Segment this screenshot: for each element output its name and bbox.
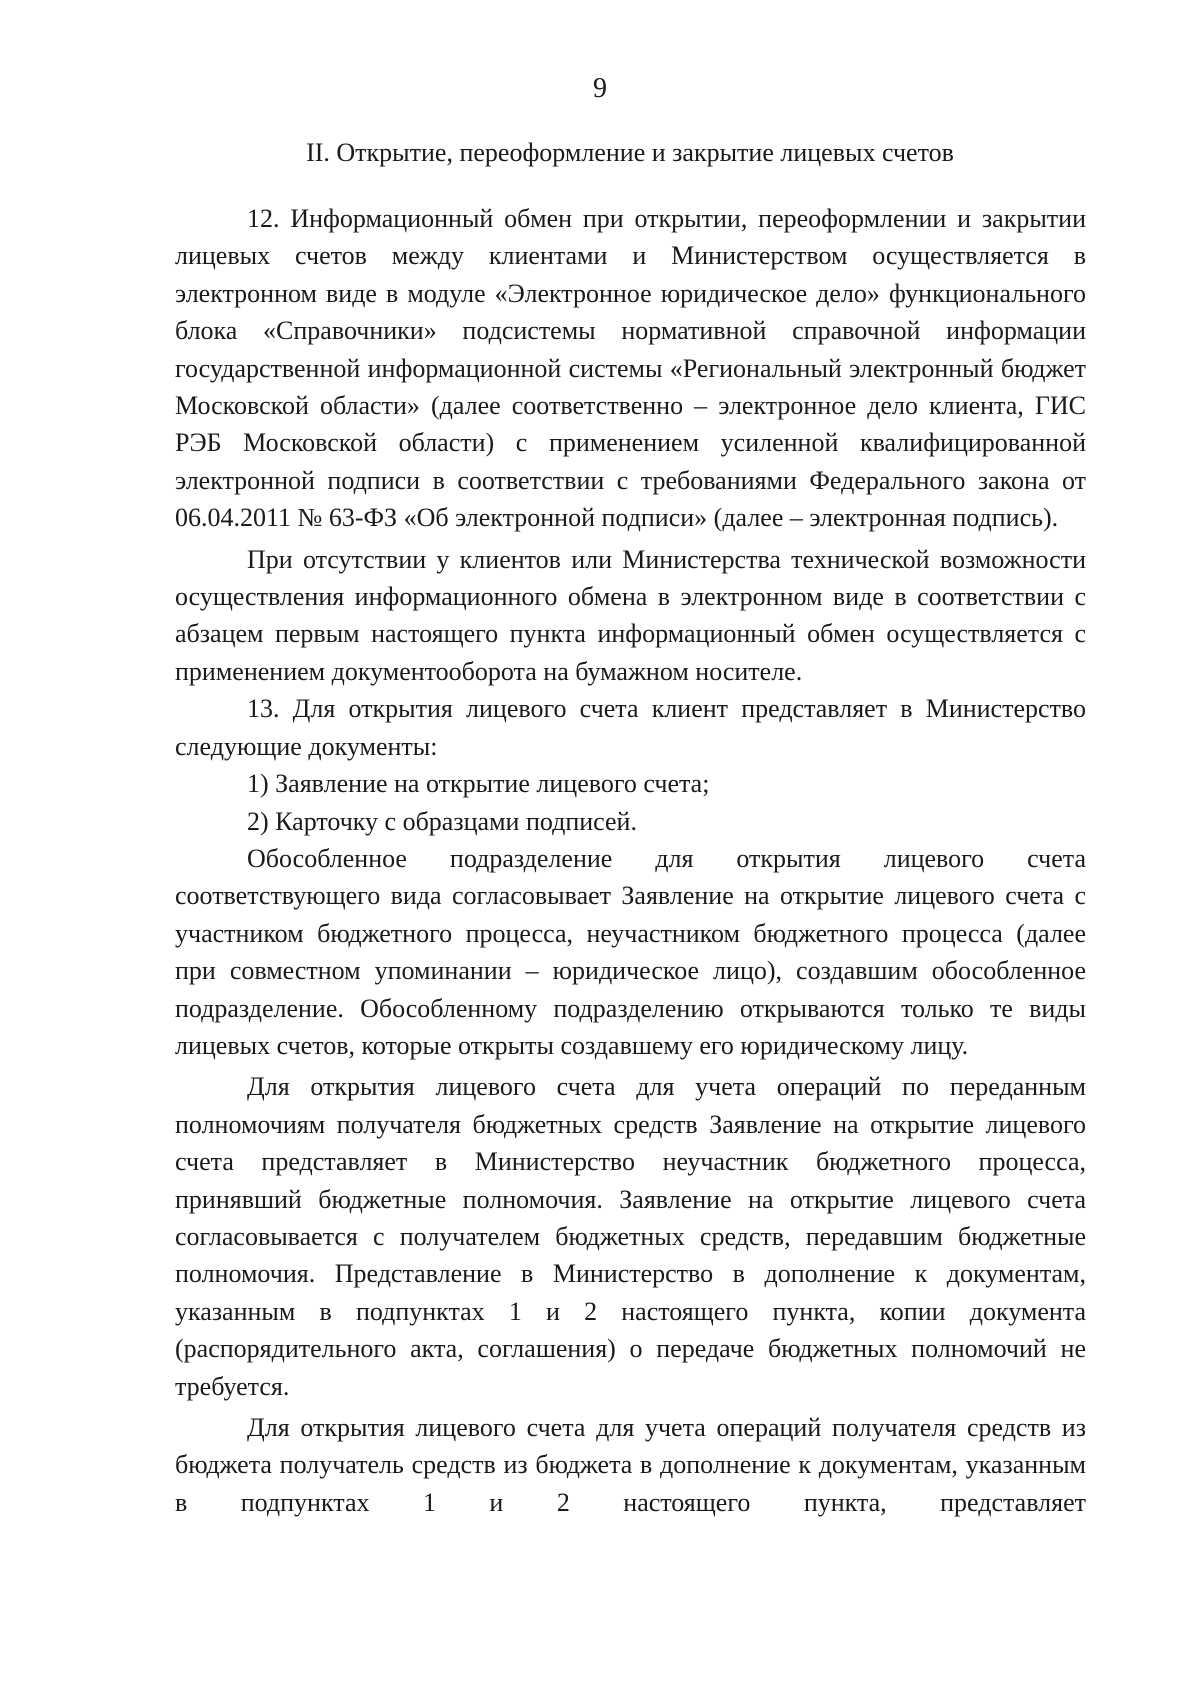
page-number: 9 xyxy=(593,73,607,104)
list-item-2: 2) Карточку с образцами подписей. xyxy=(247,806,637,836)
paragraph-13: 13. Для открытия лицевого счета клиент представляет в Министерство следующие документы: xyxy=(175,694,1086,761)
paragraph-12: 12. Информационный обмен при открытии, переоформлении и закрытии лицевых счетов между клиентами и Министерством осуществляется в электронном виде в модуле «Электронное юридическое дело» функционального блока «Справочники» подсистемы нормативной справочной информации государственной информационной системы «Региональный электронный бюджет Московской области» (далее соответственно – электронное дело клиента, ГИС РЭБ Московской области) с применением усиленной квалифицированной электронной подписи в соответствии с требованиями Федерального закона от 06.04.2011 № 63-ФЗ «Об электронной подписи» (далее – электронная подпись). xyxy=(175,204,1086,533)
paragraph-transferred-powers: Для открытия лицевого счета для учета операций по переданным полномочиям получателя бюджетных средств Заявление на открытие лицевого счета представляет в Министерство неучастник бюджетного процесса, принявший бюджетные полномочия. Заявление на открытие лицевого счета согласовывается с получателем бюджетных средств, передавшим бюджетные полномочия. Представление в Министерство в дополнение к документам, указанным в подпунктах 1 и 2 настоящего пункта, копии документа (распорядительного акта, соглашения) о передаче бюджетных полномочий не требуется. xyxy=(175,1072,1086,1401)
paragraph-budget-recipient: Для открытия лицевого счета для учета операций получателя средств из бюджета получатель средств из бюджета в дополнение к документам, указанным в подпунктах 1 и 2 настоящего пункта, представляет xyxy=(175,1413,1086,1517)
list-item-1: 1) Заявление на открытие лицевого счета; xyxy=(247,769,710,799)
paragraph-separate-division: Обособленное подразделение для открытия лицевого счета соответствующего вида согласовывает Заявление на открытие лицевого счета с участником бюджетного процесса, неучастником бюджетного процесса (далее при совместном упоминании – юридическое лицо), создавшим обособленное подразделение. Обособленному подразделению открываются только те виды лицевых счетов, которые открыты создавшему его юридическому лицу. xyxy=(175,843,1086,1060)
document-body xyxy=(175,200,1086,1521)
paragraph-paper-exchange: При отсутствии у клиентов или Министерства технической возможности осуществления информационного обмена в электронном виде в соответствии с абзацем первым настоящего пункта информационный обмен осуществляется с применением документооборота на бумажном носителе. xyxy=(175,544,1086,686)
section-title: II. Открытие, переоформление и закрытие лицевых счетов xyxy=(306,138,954,167)
